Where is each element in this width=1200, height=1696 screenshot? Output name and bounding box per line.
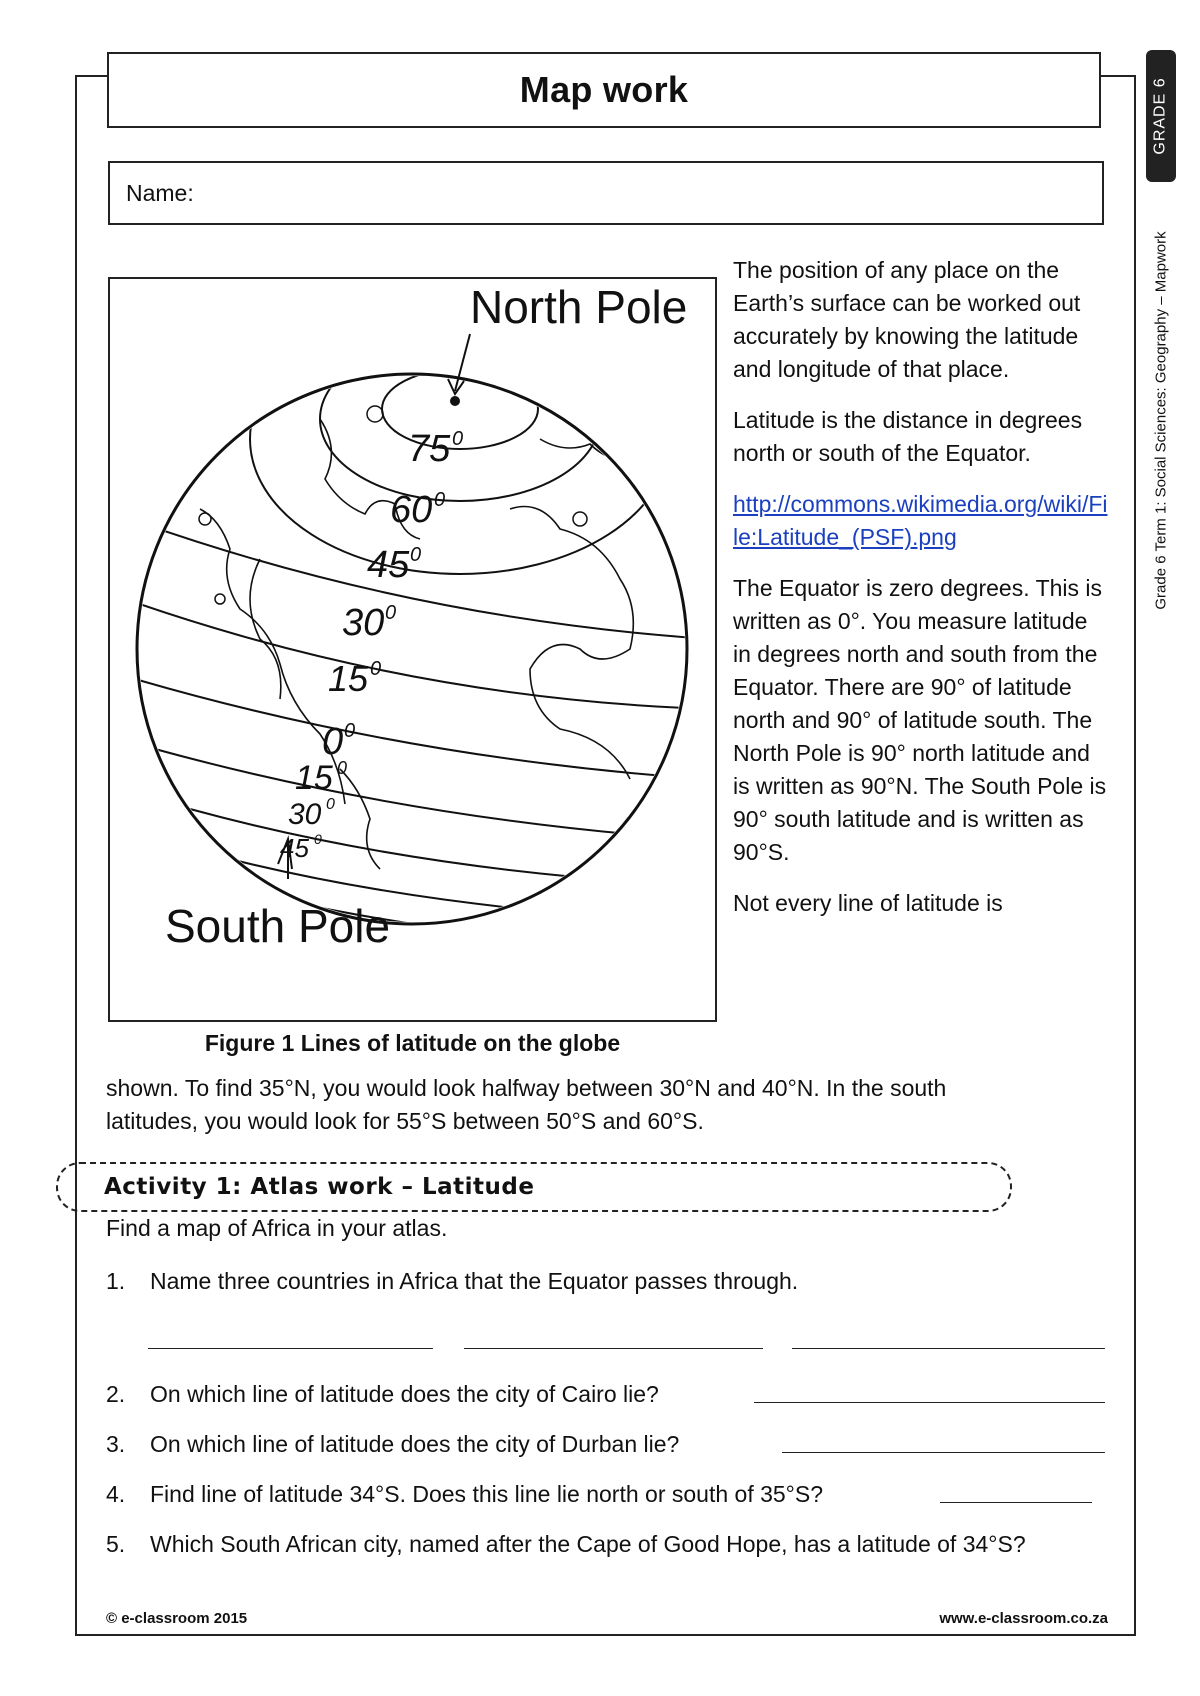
grade-tab (1146, 50, 1176, 182)
answer-blank-1c[interactable] (792, 1348, 1105, 1349)
side-label (1146, 40, 1180, 620)
running-header (1148, 190, 1174, 650)
lat-degree-15n: 0 (370, 658, 382, 680)
question-5 (106, 1528, 1116, 1561)
title-box (107, 52, 1101, 128)
north-pole-label: North Pole (470, 281, 688, 333)
intro-paragraph-4-line2: shown. To find 35°N, you would look halfway between 30°N and 40°N. In the south (106, 1075, 947, 1101)
question-number: 3. (106, 1431, 126, 1457)
answer-blank-3[interactable] (782, 1452, 1105, 1453)
lat-label-45s: 45 (280, 833, 309, 863)
name-field[interactable] (108, 161, 1104, 225)
lat-label-15s: 15 (295, 759, 333, 797)
globe-illustration (110, 279, 715, 1020)
question-number: 2. (106, 1381, 126, 1407)
intro-text (733, 254, 1111, 938)
intro-paragraph-1: The position of any place on the Earth’s surface can be worked out accurately by knowing the latitude and longitude of that place. (733, 257, 1081, 382)
source-link[interactable]: http://commons.wikimedia.org/wiki/File:Latitude_(PSF).png (733, 491, 1108, 550)
name-label: Name: (126, 179, 194, 206)
question-number: 1. (106, 1268, 126, 1294)
lat-degree-30s: 0 (326, 796, 335, 813)
lat-label-45: 45 (367, 544, 410, 586)
lat-label-30: 30 (342, 602, 385, 644)
question-number: 4. (106, 1481, 126, 1507)
activity-instruction: Find a map of Africa in your atlas. (106, 1215, 448, 1241)
footer-copyright: © e-classroom 2015 (106, 1610, 248, 1627)
north-pole-dot (450, 396, 460, 406)
activity-title: Activity 1: Atlas work – Latitude (104, 1174, 535, 1200)
running-header-text: Grade 6 Term 1: Social Sciences: Geography – Mapwork (1152, 230, 1170, 610)
question-text: Name three countries in Africa that the Equator passes through. (150, 1268, 799, 1294)
lat-degree-30: 0 (385, 602, 397, 624)
lat-degree-45s: 0 (314, 831, 322, 847)
answer-blank-1a[interactable] (148, 1348, 433, 1349)
question-text: Find line of latitude 34°S. Does this line lie north or south of 35°S? (150, 1481, 824, 1507)
question-text: On which line of latitude does the city of Durban lie? (150, 1431, 680, 1457)
south-pole-label: South Pole (165, 900, 391, 952)
question-2 (106, 1378, 1116, 1411)
footer-website: www.e-classroom.co.za (939, 1610, 1108, 1627)
grade-label: GRADE 6 (1152, 77, 1169, 155)
activity-header (56, 1162, 1012, 1212)
question-3 (106, 1428, 1116, 1461)
lat-label-30s: 30 (288, 798, 322, 831)
lat-degree-45: 0 (410, 544, 422, 566)
lat-degree-0: 0 (344, 720, 356, 742)
figure-caption: Figure 1 Lines of latitude on the globe (204, 1030, 621, 1056)
question-text: Which South African city, named after the Cape of Good Hope, has a latitude of 34°S? (150, 1531, 1026, 1557)
question-text: On which line of latitude does the city of Cairo lie? (150, 1381, 659, 1407)
lat-degree-60: 0 (434, 489, 446, 511)
intro-paragraph-4-line3: latitudes, you would look for 55°S between 50°S and 60°S. (106, 1108, 704, 1134)
lat-label-15n: 15 (328, 658, 369, 699)
lat-label-75: 75 (408, 428, 451, 470)
answer-blank-1b[interactable] (464, 1348, 763, 1349)
question-number: 5. (106, 1531, 126, 1557)
intro-paragraph-2: Latitude is the distance in degrees north or south of the Equator. (733, 407, 1083, 466)
question-1 (106, 1265, 1116, 1298)
lat-label-60: 60 (390, 489, 433, 531)
lat-degree-15s: 0 (337, 758, 348, 778)
page-title: Map work (519, 69, 689, 110)
figure-latitude-globe (108, 277, 717, 1022)
answer-blank-4[interactable] (940, 1502, 1092, 1503)
lat-label-0: 0 (322, 721, 344, 763)
intro-paragraph-3: The Equator is zero degrees. This is written as 0°. You measure latitude in degrees north and south from the Equator. There are 90° of latitude north and 90° of latitude south. The North Pole is 90° north latitude and is written as 90°N. The South Pole is 90° south latitude and is written as 90°S. (733, 575, 1107, 865)
answer-blank-2[interactable] (754, 1402, 1105, 1403)
intro-paragraph-4-start: Not every line of latitude is (733, 890, 1003, 916)
question-4 (106, 1478, 1116, 1511)
lat-degree-75: 0 (452, 428, 464, 450)
